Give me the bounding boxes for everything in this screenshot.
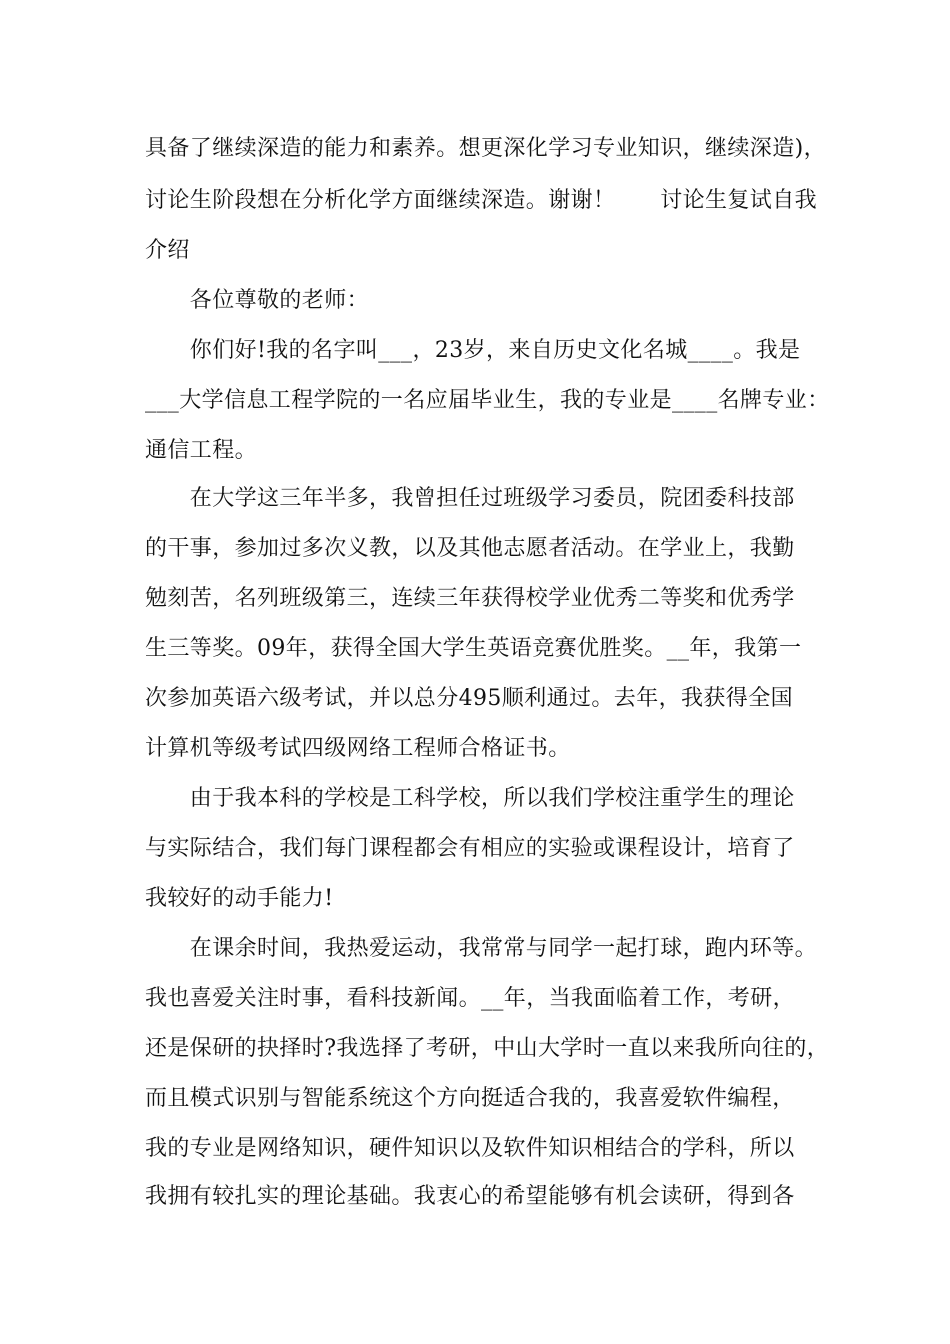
text-line: 讨论生阶段想在分析化学方面继续深造。谢谢！ 讨论生复试自我 (145, 188, 818, 213)
text-line: 生三等奖。09年，获得全国大学生英语竞赛优胜奖。__年，我第一 (145, 636, 802, 661)
text-line: 各位尊敬的老师： (145, 288, 370, 313)
text-line: 我也喜爱关注时事，看科技新闻。__年，当我面临着工作，考研， (145, 986, 796, 1011)
text-line: 计算机等级考试四级网络工程师合格证书。 (145, 736, 571, 761)
text-line: 勉刻苦，名列班级第三，连续三年获得校学业优秀二等奖和优秀学 (145, 586, 795, 611)
text-line: 与实际结合，我们每门课程都会有相应的实验或课程设计，培育了 (145, 836, 795, 861)
text-line: 介绍 (145, 238, 190, 263)
text-line: 而且模式识别与智能系统这个方向挺适合我的，我喜爱软件编程， (145, 1086, 795, 1111)
text-line: 的干事，参加过多次义教，以及其他志愿者活动。在学业上，我勤 (145, 536, 795, 561)
text-line: ___大学信息工程学院的一名应届毕业生，我的专业是____名牌专业： (145, 388, 830, 413)
text-line: 由于我本科的学校是工科学校，所以我们学校注重学生的理论 (145, 786, 795, 811)
text-line: 次参加英语六级考试，并以总分495顺利通过。去年，我获得全国 (145, 686, 793, 711)
text-line: 在大学这三年半多，我曾担任过班级学习委员，院团委科技部 (145, 486, 795, 511)
text-line: 具备了继续深造的能力和素养。想更深化学习专业知识，继续深造)， (145, 136, 826, 161)
text-line: 我的专业是网络知识，硬件知识以及软件知识相结合的学科，所以 (145, 1136, 795, 1161)
text-line: 还是保研的抉择时?我选择了考研，中山大学时一直以来我所向往的， (145, 1036, 830, 1061)
text-line: 通信工程。 (145, 438, 258, 463)
text-line: 在课余时间，我热爱运动，我常常与同学一起打球，跑内环等。 (145, 936, 818, 961)
text-line: 我拥有较扎实的理论基础。我衷心的希望能够有机会读研，得到各 (145, 1184, 795, 1209)
text-line: 我较好的动手能力! (145, 886, 334, 911)
text-line: 你们好!我的名字叫___，23岁，来自历史文化名城____。我是 (145, 338, 801, 363)
